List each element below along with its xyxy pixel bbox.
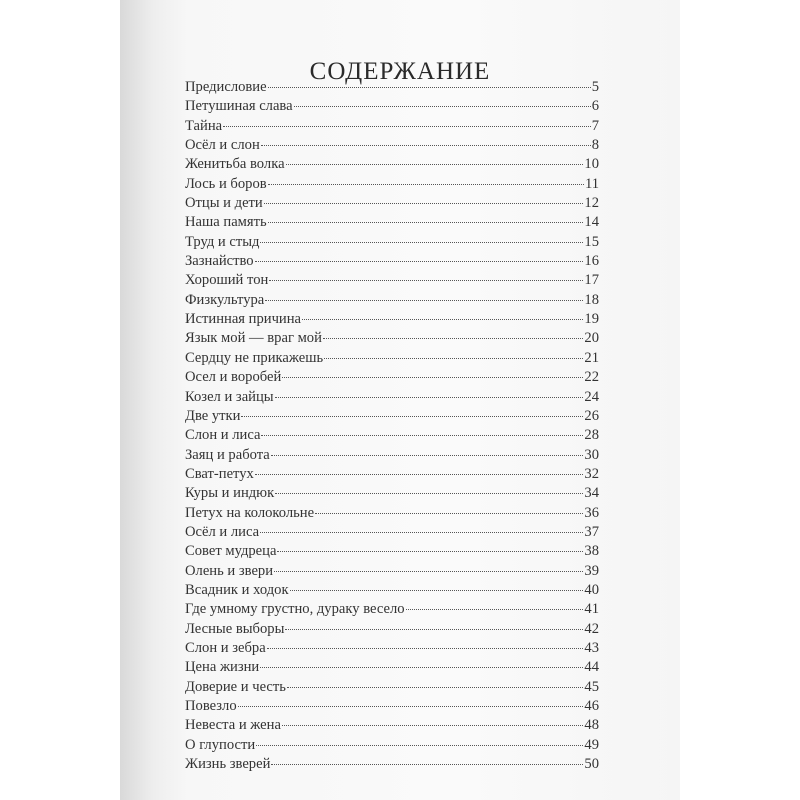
toc-entry (185, 350, 599, 369)
dot-leader (282, 725, 583, 726)
toc-entry (185, 311, 599, 330)
dot-leader (264, 203, 584, 204)
dot-leader (277, 551, 583, 552)
toc-entry-title: Лесные выборы (185, 620, 285, 637)
toc-entry (185, 214, 599, 233)
toc-entry-page: 8 (591, 137, 599, 154)
dot-leader (271, 455, 584, 456)
toc-entry-page: 5 (591, 79, 599, 95)
toc-entry-title: Слон и лиса (185, 427, 261, 444)
dot-leader (323, 338, 583, 339)
dot-leader (261, 435, 583, 436)
toc-entry (185, 543, 599, 562)
toc-entry-page: 40 (584, 581, 599, 598)
toc-entry-page: 17 (584, 272, 599, 289)
toc-entry (185, 253, 599, 272)
toc-entry-title: Слон и зебра (185, 639, 266, 656)
toc-entry-title: Куры и индюк (185, 485, 275, 502)
toc-entry (185, 79, 599, 98)
toc-entry-title: Невеста и жена (185, 717, 281, 734)
toc-entry-page: 22 (584, 369, 599, 386)
toc-entry (185, 272, 599, 291)
toc-entry-title: Петух на колокольне (185, 504, 315, 521)
toc-entry-title: Две утки (185, 407, 241, 424)
toc-entry-page: 7 (591, 117, 599, 134)
toc-entry-page: 36 (584, 504, 599, 521)
toc-entry-page: 34 (584, 485, 599, 502)
dot-leader (223, 126, 591, 127)
table-of-contents (185, 79, 599, 775)
toc-entry (185, 156, 599, 175)
toc-entry (185, 659, 599, 678)
toc-entry-page: 30 (584, 446, 599, 463)
toc-entry (185, 737, 599, 756)
toc-entry-page: 11 (584, 175, 599, 192)
toc-entry (185, 756, 599, 775)
toc-entry-title: Осёл и слон (185, 137, 260, 154)
dot-leader (286, 164, 584, 165)
toc-entry-page: 18 (584, 291, 599, 308)
toc-entry-title: Повезло (185, 698, 237, 714)
toc-entry-title: О глупости (185, 736, 256, 753)
toc-entry (185, 137, 599, 156)
dot-leader (241, 416, 583, 417)
toc-entry-title: Истинная причина (185, 311, 302, 328)
toc-entry (185, 601, 599, 620)
toc-entry-title: Где умному грустно, дураку весело (185, 601, 405, 618)
toc-entry-title: Доверие и честь (185, 678, 286, 695)
toc-entry-title: Петушиная слава (185, 98, 293, 115)
dot-leader (294, 106, 591, 107)
dot-leader (238, 706, 584, 707)
toc-entry-page: 14 (584, 214, 599, 231)
toc-entry-title: Тайна (185, 117, 223, 134)
toc-entry (185, 447, 599, 466)
toc-entry (185, 679, 599, 698)
dot-leader (267, 648, 584, 649)
toc-entry-page: 44 (584, 659, 599, 676)
toc-entry (185, 118, 599, 137)
dot-leader (255, 261, 584, 262)
dot-leader (271, 764, 583, 765)
toc-entry-title: Совет мудреца (185, 543, 277, 560)
toc-entry-title: Всадник и ходок (185, 581, 289, 598)
dot-leader (256, 745, 583, 746)
toc-entry-page: 49 (584, 736, 599, 753)
toc-entry (185, 485, 599, 504)
toc-entry-title: Зазнайство (185, 253, 254, 270)
toc-entry-page: 48 (584, 717, 599, 734)
toc-entry (185, 621, 599, 640)
toc-entry (185, 524, 599, 543)
toc-entry (185, 330, 599, 349)
toc-entry-title: Женитьба волка (185, 156, 285, 173)
dot-leader (290, 590, 584, 591)
dot-leader (274, 571, 583, 572)
dot-leader (285, 629, 583, 630)
dot-leader (269, 280, 583, 281)
toc-entry-page: 38 (584, 543, 599, 560)
dot-leader (287, 687, 583, 688)
toc-entry (185, 698, 599, 717)
toc-entry-page: 21 (584, 349, 599, 366)
dot-leader (275, 493, 583, 494)
toc-entry-title: Отцы и дети (185, 195, 263, 212)
toc-entry-page: 15 (584, 233, 599, 250)
toc-entry-title: Предисловие (185, 79, 267, 95)
toc-entry-page: 43 (584, 639, 599, 656)
toc-entry-page: 28 (584, 427, 599, 444)
toc-entry (185, 292, 599, 311)
dot-leader (260, 242, 583, 243)
page-title: СОДЕРЖАНИЕ (309, 58, 491, 85)
toc-entry (185, 234, 599, 253)
toc-entry (185, 369, 599, 388)
dot-leader (315, 513, 583, 514)
toc-entry-page: 24 (584, 388, 599, 405)
toc-entry-page: 45 (584, 678, 599, 695)
toc-entry (185, 582, 599, 601)
toc-entry-page: 16 (584, 253, 599, 270)
toc-entry-title: Заяц и работа (185, 446, 270, 463)
toc-entry (185, 466, 599, 485)
toc-entry-title: Язык мой — враг мой (185, 330, 322, 347)
toc-entry (185, 408, 599, 427)
toc-entry-page: 46 (584, 698, 599, 714)
toc-entry (185, 389, 599, 408)
dot-leader (302, 319, 583, 320)
toc-entry-title: Труд и стыд (185, 233, 260, 250)
toc-entry-page: 26 (584, 407, 599, 424)
toc-entry-title: Сват-петух (185, 465, 254, 482)
toc-entry-title: Наша память (185, 214, 267, 231)
toc-entry (185, 427, 599, 446)
toc-entry-title: Лось и боров (185, 175, 267, 192)
toc-entry-page: 6 (591, 98, 599, 115)
toc-entry (185, 717, 599, 736)
toc-entry-page: 10 (584, 156, 599, 173)
toc-entry-title: Осел и воробей (185, 369, 282, 386)
dot-leader (265, 300, 583, 301)
dot-leader (282, 377, 583, 378)
toc-entry-page: 39 (584, 562, 599, 579)
toc-entry-page: 50 (584, 756, 599, 773)
dot-leader (261, 145, 591, 146)
toc-entry-page: 20 (584, 330, 599, 347)
toc-entry-title: Хороший тон (185, 272, 269, 289)
dot-leader (255, 474, 584, 475)
dot-leader (260, 532, 583, 533)
dot-leader (268, 87, 591, 88)
toc-entry-page: 32 (584, 465, 599, 482)
toc-entry-title: Жизнь зверей (185, 756, 271, 773)
toc-entry (185, 98, 599, 117)
toc-entry-page: 41 (584, 601, 599, 618)
toc-entry (185, 195, 599, 214)
dot-leader (406, 609, 584, 610)
toc-entry-page: 42 (584, 620, 599, 637)
dot-leader (324, 358, 583, 359)
toc-entry-page: 37 (584, 523, 599, 540)
toc-entry-title: Цена жизни (185, 659, 260, 676)
toc-entry-title: Осёл и лиса (185, 523, 260, 540)
toc-entry-page: 12 (584, 195, 599, 212)
toc-entry-title: Сердцу не прикажешь (185, 349, 324, 366)
dot-leader (268, 184, 584, 185)
dot-leader (275, 397, 584, 398)
toc-entry (185, 505, 599, 524)
toc-entry-page: 19 (584, 311, 599, 328)
toc-entry-title: Олень и звери (185, 562, 274, 579)
dot-leader (260, 667, 583, 668)
toc-entry-title: Козел и зайцы (185, 388, 274, 405)
dot-leader (268, 222, 584, 223)
toc-entry (185, 176, 599, 195)
toc-entry-title: Физкультура (185, 291, 265, 308)
toc-entry (185, 563, 599, 582)
toc-entry (185, 640, 599, 659)
